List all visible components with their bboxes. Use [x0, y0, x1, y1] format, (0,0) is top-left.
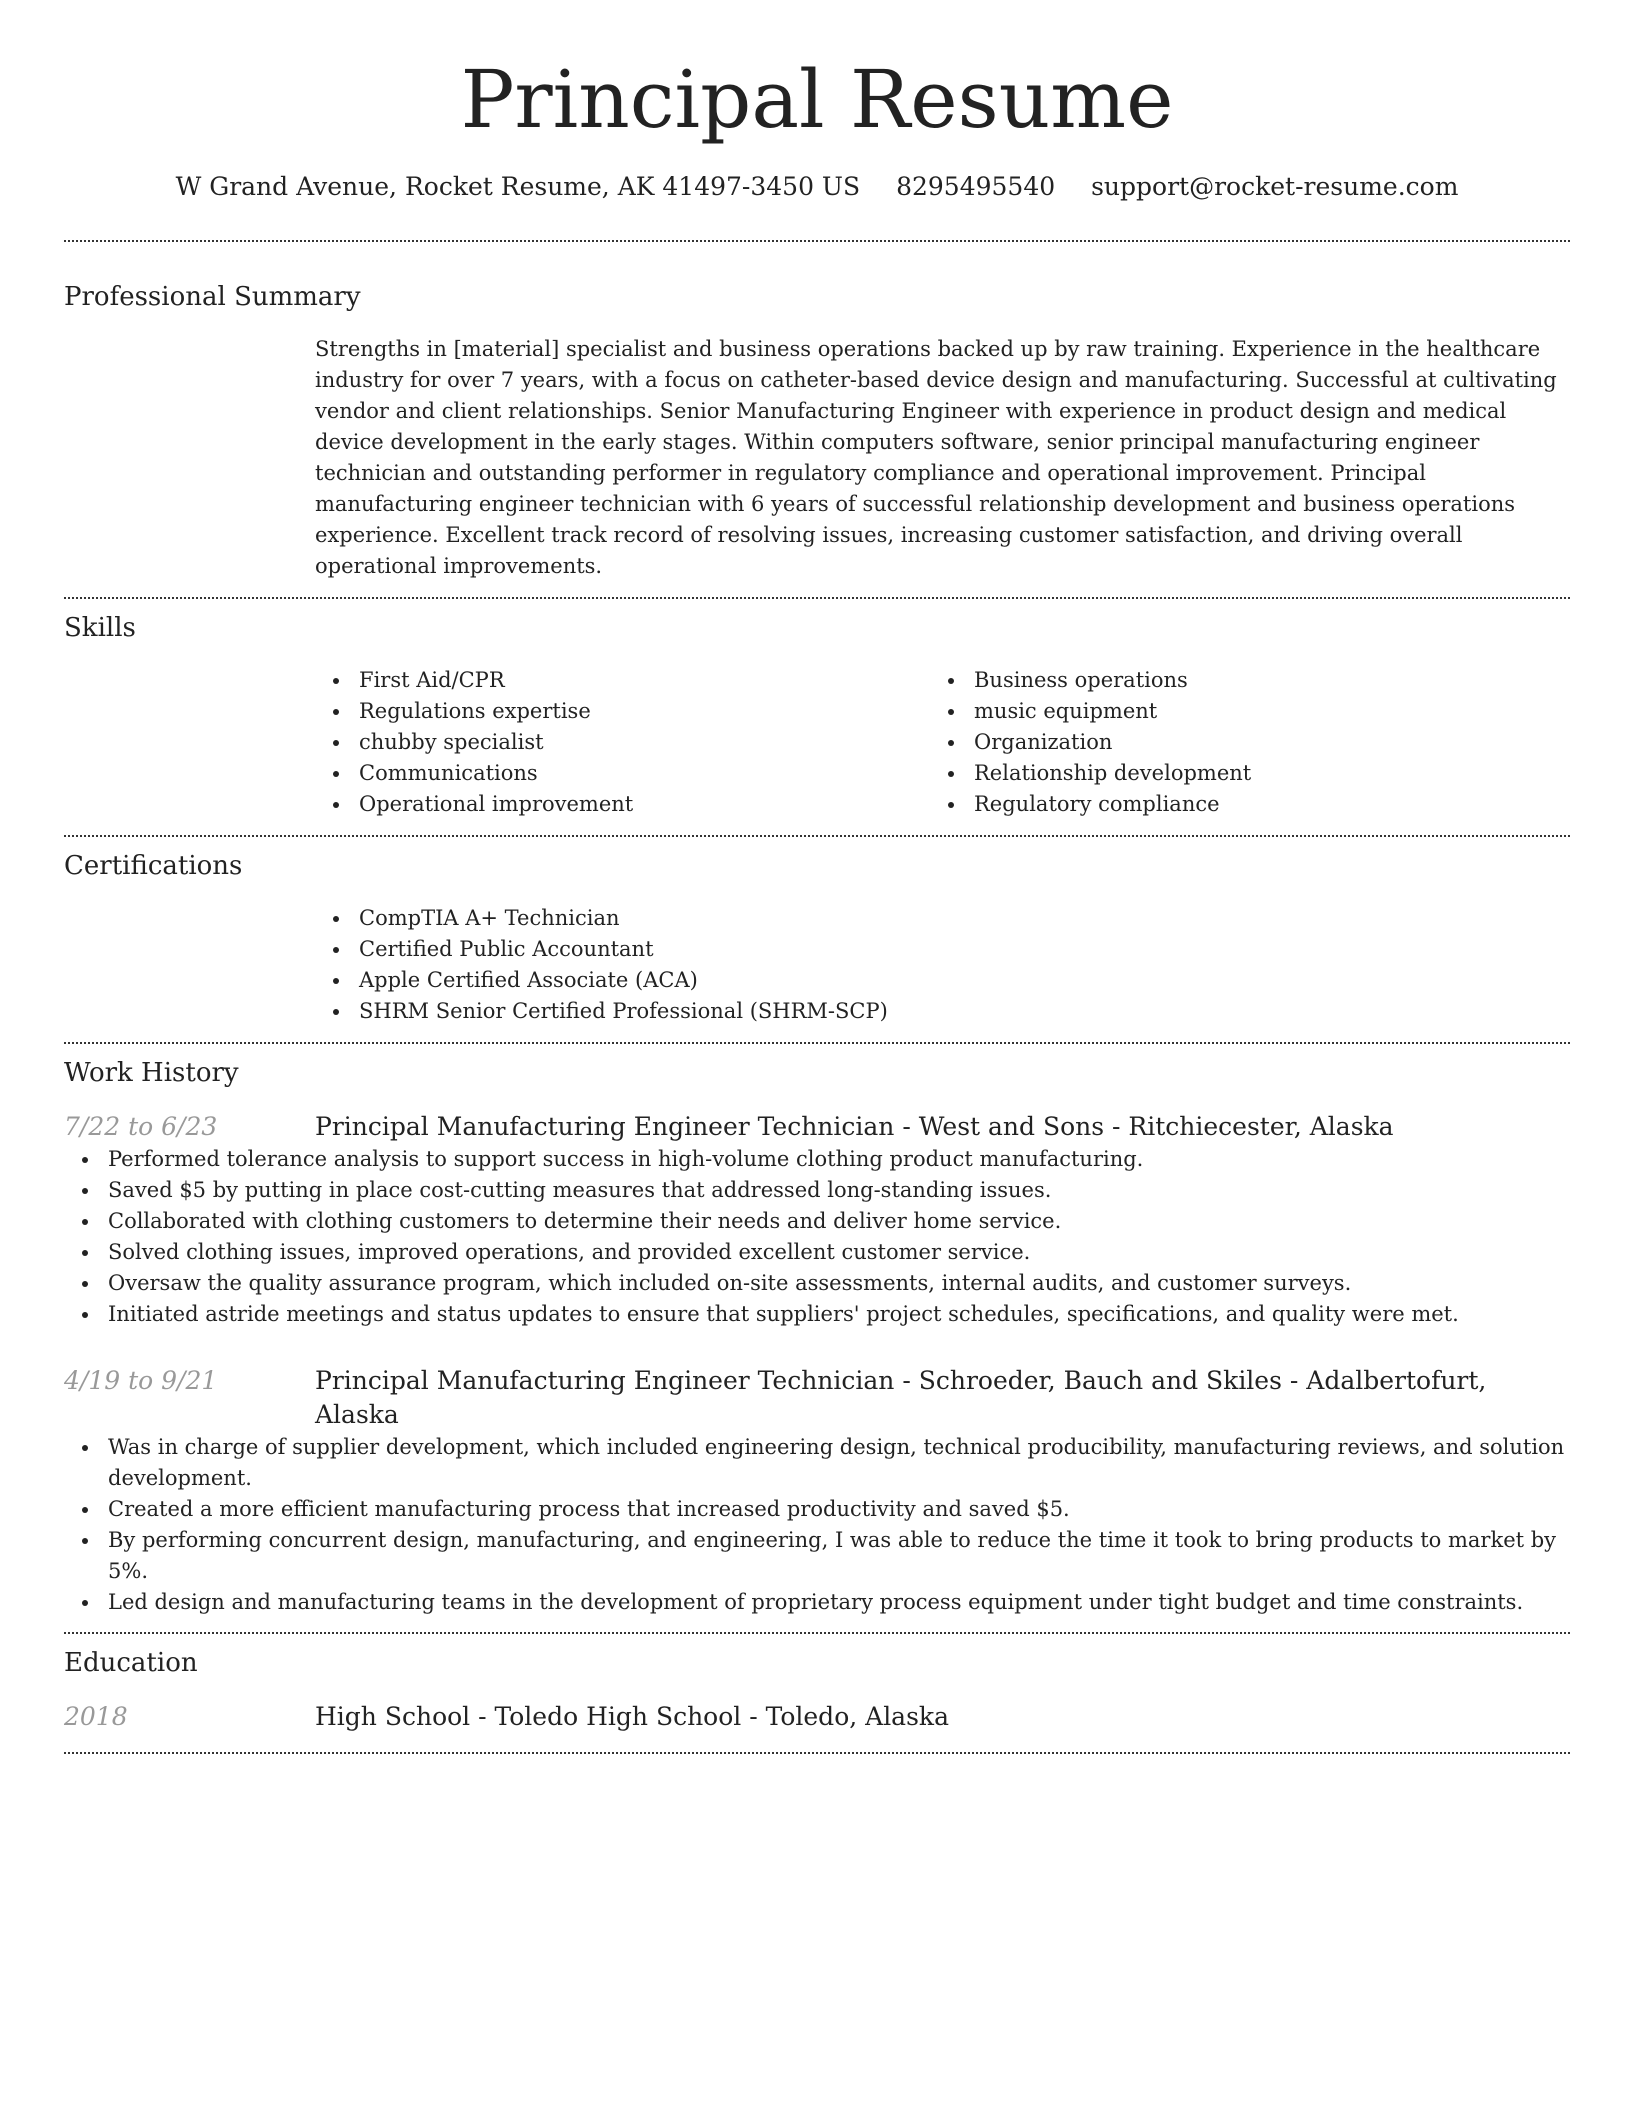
- job-bullet: Created a more efficient manufacturing process that increased productivity and saved $5.: [64, 1494, 1570, 1525]
- resume-name: Principal Resume: [460, 53, 1174, 146]
- contact-address: W Grand Avenue, Rocket Resume, AK 41497-3450 US: [175, 172, 861, 201]
- skill-item: Regulatory compliance: [930, 789, 1530, 820]
- contact-email: support@rocket-resume.com: [1091, 172, 1459, 201]
- education-entry: [64, 1700, 1570, 1734]
- job-bullet: Saved $5 by putting in place cost-cutting measures that addressed long-standing issues.: [64, 1175, 1570, 1206]
- skill-item: Organization: [930, 727, 1530, 758]
- skill-item: music equipment: [930, 696, 1530, 727]
- certification-item: Certified Public Accountant: [315, 934, 1570, 965]
- work-history-title: Work History: [64, 1058, 239, 1088]
- skills-list-left: [315, 665, 930, 820]
- job-bullet: Solved clothing issues, improved operations, and provided excellent customer service.: [64, 1237, 1570, 1268]
- job-dates: 4/19 to 9/21: [64, 1366, 218, 1395]
- certification-item: SHRM Senior Certified Professional (SHRM-SCP): [315, 996, 1570, 1027]
- skills-title: Skills: [64, 613, 136, 643]
- job-bullet: By performing concurrent design, manufacturing, and engineering, I was able to reduce the time it took to bring products to market by 5%.: [64, 1525, 1570, 1587]
- education-section: [64, 1634, 1570, 1734]
- job-dates: 7/22 to 6/23: [64, 1112, 218, 1141]
- contact-line: [64, 170, 1570, 204]
- job-bullet: Performed tolerance analysis to support success in high-volume clothing product manufacturing.: [64, 1144, 1570, 1175]
- job-title: Principal Manufacturing Engineer Technician - West and Sons - Ritchiecester, Alaska: [315, 1112, 1394, 1141]
- job-entry: [64, 1364, 1570, 1618]
- job-bullet: Initiated astride meetings and status updates to ensure that suppliers' project schedules, specifications, and quality were met.: [64, 1299, 1570, 1330]
- skills-section: [64, 599, 1570, 820]
- education-title: Education: [64, 1648, 198, 1678]
- skill-item: chubby specialist: [315, 727, 930, 758]
- skill-item: Relationship development: [930, 758, 1530, 789]
- skill-item: Operational improvement: [315, 789, 930, 820]
- skills-list-right: [930, 665, 1530, 820]
- certifications-list: [315, 903, 1570, 1027]
- job-entry: [64, 1110, 1570, 1330]
- certification-item: Apple Certified Associate (ACA): [315, 965, 1570, 996]
- certifications-title: Certifications: [64, 851, 243, 881]
- education-date: 2018: [64, 1702, 128, 1731]
- education-title-line: High School - Toledo High School - Toledo, Alaska: [315, 1702, 949, 1731]
- certification-item: CompTIA A+ Technician: [315, 903, 1570, 934]
- job-title: Principal Manufacturing Engineer Technician - Schroeder, Bauch and Skiles - Adalbertofurt, Alaska: [315, 1366, 1487, 1429]
- summary-title: Professional Summary: [64, 282, 361, 312]
- skill-item: First Aid/CPR: [315, 665, 930, 696]
- job-bullets: [64, 1144, 1570, 1330]
- contact-phone: 8295495540: [896, 172, 1056, 201]
- skill-item: Communications: [315, 758, 930, 789]
- job-bullets: [64, 1432, 1570, 1618]
- summary-text: Strengths in [material] specialist and business operations backed up by raw training. Experience in the healthcare industry for over 7 years, with a focus on catheter-based device design and manufacturing. Successful at cultivating vendor and client relationships. Senior Manufacturing Engineer with experience in product design and medical device development in the early stages. Within computers software, senior principal manufacturing engineer technician and outstanding performer in regulatory compliance and operational improvement. Principal manufacturing engineer technician with 6 years of successful relationship development and business operations experience. Excellent track record of resolving issues, increasing customer satisfaction, and driving overall operational improvements.: [315, 337, 1557, 578]
- skill-item: Regulations expertise: [315, 696, 930, 727]
- job-bullet: Collaborated with clothing customers to determine their needs and deliver home service.: [64, 1206, 1570, 1237]
- section-divider: [64, 1752, 1570, 1754]
- skill-item: Business operations: [930, 665, 1530, 696]
- job-bullet: Was in charge of supplier development, which included engineering design, technical producibility, manufacturing reviews, and solution development.: [64, 1432, 1570, 1494]
- certifications-section: [64, 837, 1570, 1027]
- job-bullet: Led design and manufacturing teams in the development of proprietary process equipment under tight budget and time constraints.: [64, 1587, 1570, 1618]
- job-bullet: Oversaw the quality assurance program, which included on-site assessments, internal audits, and customer surveys.: [64, 1268, 1570, 1299]
- resume-page: [64, 0, 1570, 1754]
- summary-section: [64, 242, 1570, 582]
- work-history-section: [64, 1044, 1570, 1618]
